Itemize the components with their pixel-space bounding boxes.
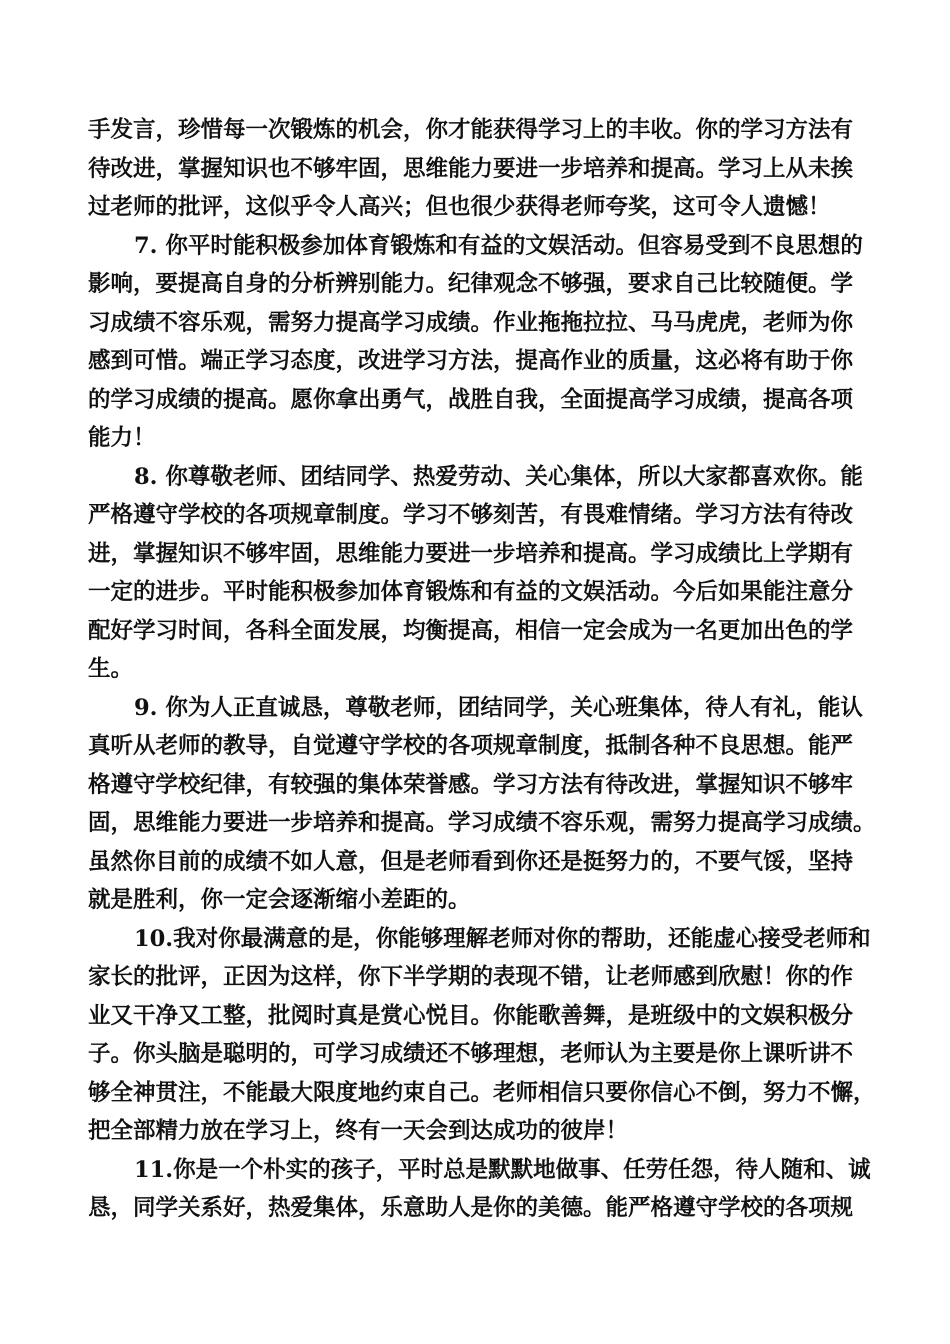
text-line: 感到可惜。端正学习态度，改进学习方法，提高作业的质量，这必将有助于你 — [88, 348, 854, 374]
text-line: 生。 — [88, 656, 134, 682]
text-line: 固，思维能力要进一步培养和提高。学习成绩不容乐观，需努力提高学习成绩。 — [88, 810, 876, 836]
text-line: 够全神贯注，不能最大限度地约束自己。老师相信只要你信心不倒，努力不懈， — [88, 1079, 876, 1106]
text-line: 严格遵守学校的各项规章制度。学习不够刻苦，有畏难情绪。学习方法有待改 — [88, 502, 854, 528]
text-line: 影响，要提高自身的分析辨别能力。纪律观念不够强，要求自己比较随便。学 — [88, 271, 854, 297]
paragraph — [88, 920, 876, 1151]
text-line: 习成绩不容乐观，需努力提高学习成绩。作业拖拖拉拉、马马虎虎，老师为你 — [88, 309, 854, 336]
text-line: 一定的进步。平时能积极参加体育锻炼和有益的文娱活动。今后如果能注意分 — [88, 579, 854, 605]
text-line: 虽然你目前的成绩不如人意，但是老师看到你还是挺努力的，不要气馁，坚持 — [88, 848, 854, 875]
paragraph — [88, 227, 863, 458]
text-line: 进，掌握知识不够牢固，思维能力要进一步培养和提高。学习成绩比上学期有 — [88, 540, 854, 567]
text-line: 8. 你尊敬老师、团结同学、热爱劳动、关心集体，所以大家都喜欢你。能 — [134, 463, 863, 490]
paragraph — [88, 1151, 871, 1228]
text-line: 7. 你平时能积极参加体育锻炼和有益的文娱活动。但容易受到不良思想的 — [134, 232, 863, 259]
text-line: 把全部精力放在学习上，终有一天会到达成功的彼岸！ — [88, 1118, 629, 1144]
paragraph — [88, 111, 854, 227]
text-line: 能力！ — [88, 425, 156, 451]
text-line: 家长的批评，正因为这样，你下半学期的表现不错，让老师感到欣慰！你的作 — [88, 964, 854, 990]
text-line: 配好学习时间，各科全面发展，均衡提高，相信一定会成为一名更加出色的学 — [88, 617, 854, 644]
text-line: 子。你头脑是聪明的，可学习成绩还不够理想，老师认为主要是你上课听讲不 — [88, 1041, 854, 1067]
text-line: 的学习成绩的提高。愿你拿出勇气，战胜自我，全面提高学习成绩，提高各项 — [88, 386, 854, 413]
text-line: 手发言，珍惜每一次锻炼的机会，你才能获得学习上的丰收。你的学习方法有 — [88, 117, 854, 143]
paragraph — [88, 458, 863, 689]
document-body — [88, 111, 876, 1228]
text-line: 业又干净又工整，批阅时真是赏心悦目。你能歌善舞，是班级中的文娱积极分 — [88, 1002, 854, 1029]
text-line: 9. 你为人正直诚恳，尊敬老师，团结同学，关心班集体，待人有礼，能认 — [134, 694, 863, 721]
text-line: 真听从老师的教导，自觉遵守学校的各项规章制度，抵制各种不良思想。能严 — [88, 733, 854, 759]
text-line: 10.我对你最满意的是，你能够理解老师对你的帮助，还能虚心接受老师和 — [134, 925, 871, 952]
paragraph — [88, 689, 876, 920]
text-line: 待改进，掌握知识也不够牢固，思维能力要进一步培养和提高。学习上从未挨 — [88, 155, 854, 182]
text-line: 过老师的批评，这似乎令人高兴；但也很少获得老师夸奖，这可令人遗憾！ — [88, 194, 831, 220]
text-line: 格遵守学校纪律，有较强的集体荣誉感。学习方法有待改进，掌握知识不够牢 — [88, 771, 854, 798]
text-line: 11.你是一个朴实的孩子，平时总是默默地做事、任劳任怨，待人随和、诚 — [134, 1156, 871, 1183]
text-line: 恳，同学关系好，热爱集体，乐意助人是你的美德。能严格遵守学校的各项规 — [88, 1195, 854, 1221]
text-line: 就是胜利，你一定会逐渐缩小差距的。 — [88, 887, 471, 913]
